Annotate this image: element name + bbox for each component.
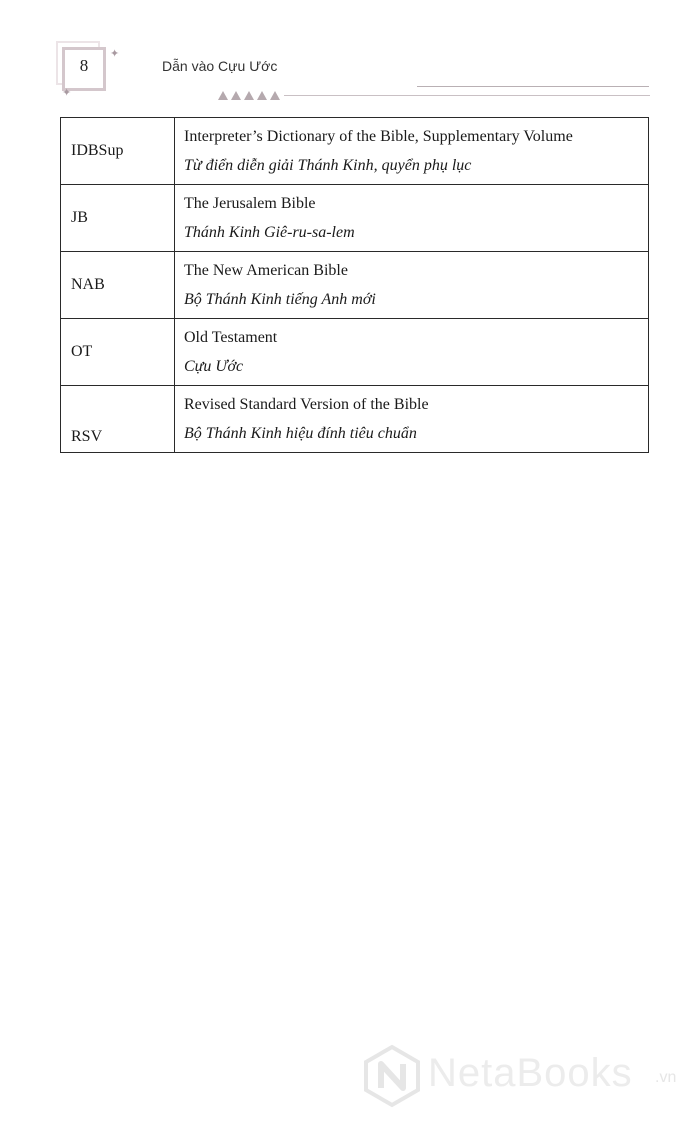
vietnamese-title: Cựu Ước [184,358,244,375]
watermark-brand: NetaBooks [428,1051,633,1095]
abbreviation-cell: IDBSup [61,118,175,185]
sparkle-icon: ✦ [62,87,72,99]
english-title: The New American Bible [184,262,348,279]
vietnamese-title: Bộ Thánh Kinh tiếng Anh mới [184,291,376,308]
description-cell [175,252,649,319]
triangle-icon [257,91,267,100]
sparkle-icon: ✦ [110,48,120,60]
header-rule-long [284,95,650,96]
description-cell [175,386,649,453]
english-title: Old Testament [184,329,278,346]
triangle-icon [244,91,254,100]
abbreviation-cell: JB [61,185,175,252]
table-row [61,252,649,319]
english-title: Revised Standard Version of the Bible [184,396,429,413]
triangle-ornament [218,88,280,100]
table-row [61,118,649,185]
abbreviation-cell: NAB [61,252,175,319]
english-title: The Jerusalem Bible [184,195,316,212]
vietnamese-title: Bộ Thánh Kinh hiệu đính tiêu chuẩn [184,425,417,442]
watermark-suffix: .vn [655,1069,677,1086]
table-row [61,386,649,453]
vietnamese-title: Thánh Kinh Giê-ru-sa-lem [184,224,355,241]
abbreviation-cell: RSV [61,386,175,453]
table-row [61,319,649,386]
page-number: 8 [79,56,89,75]
netabooks-logo-icon [362,1044,422,1108]
vietnamese-title: Từ điển diễn giải Thánh Kinh, quyển phụ lục [184,157,472,174]
description-cell [175,319,649,386]
table-row [61,185,649,252]
triangle-icon [231,91,241,100]
abbreviations-table [60,117,649,453]
description-cell [175,118,649,185]
triangle-icon [218,91,228,100]
description-cell [175,185,649,252]
header-rule-short [417,86,649,87]
running-title: Dẫn vào Cựu Ước [162,58,278,74]
abbreviation-cell: OT [61,319,175,386]
triangle-icon [270,91,280,100]
english-title: Interpreter’s Dictionary of the Bible, Supplementary Volume [184,128,573,145]
